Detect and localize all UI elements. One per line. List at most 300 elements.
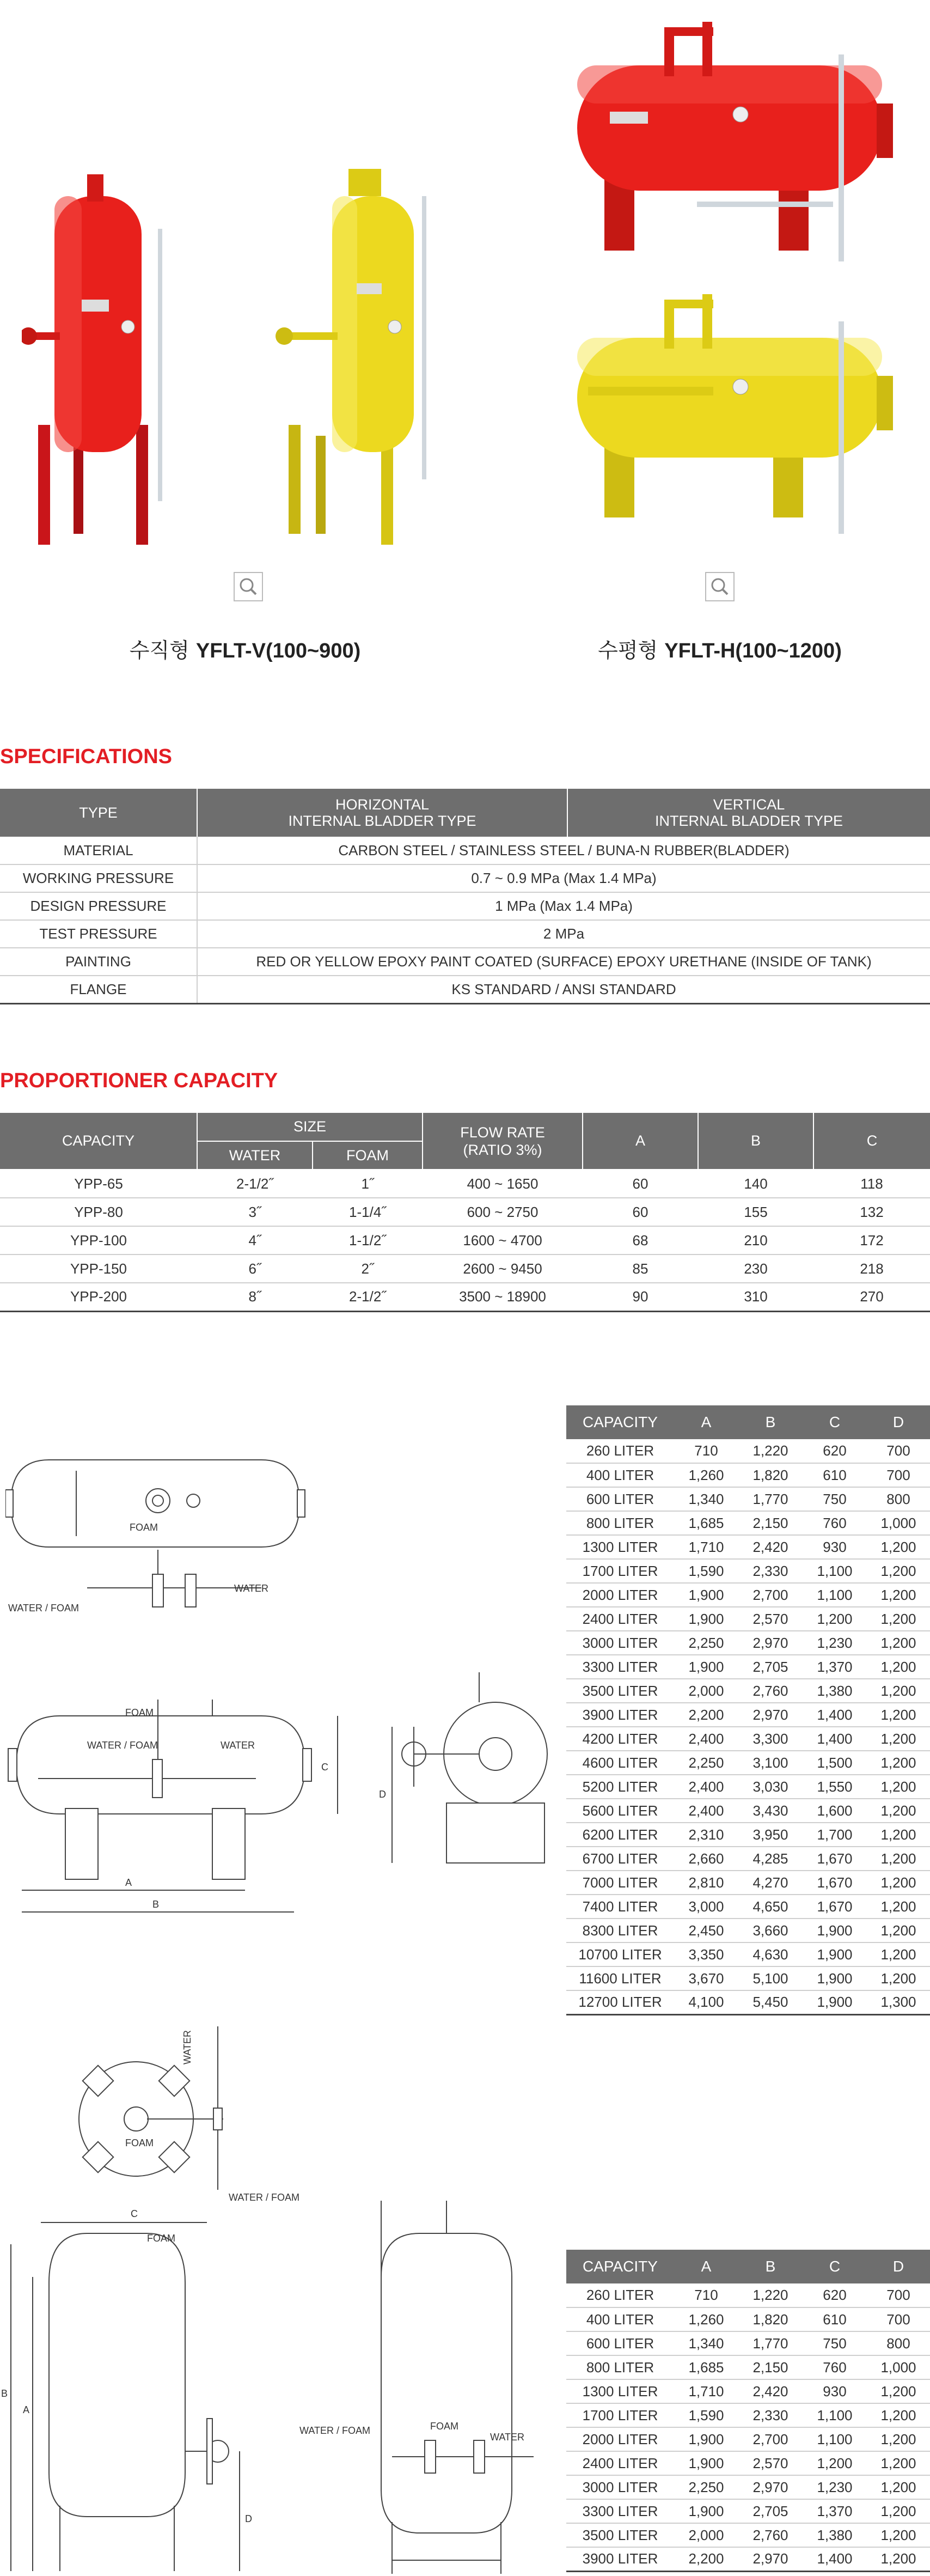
water-label: WATER [490, 2432, 524, 2443]
proportioner-cell-a: 60 [583, 1170, 698, 1198]
horizontal-dim-cell: 1,600 [803, 1799, 867, 1823]
vertical-dim-cell: 1,820 [738, 2307, 803, 2331]
proportioner-cell-flow: 400 ~ 1650 [423, 1170, 583, 1198]
foam-label: FOAM [130, 1522, 158, 1533]
vertical-dim-cell: 1,900 [674, 2427, 738, 2451]
vertical-dim-header-1: A [674, 2250, 738, 2283]
vertical-dim-header-3: C [803, 2250, 867, 2283]
spec-row [0, 864, 930, 892]
horizontal-dim-cell: 4,270 [738, 1871, 803, 1895]
horizontal-dim-cell: 1,200 [867, 1727, 930, 1751]
proportioner-cell-b: 210 [698, 1226, 813, 1254]
spec-label: FLANGE [0, 976, 197, 1003]
vertical-dim-cell: 2,150 [738, 2355, 803, 2379]
specifications-table [0, 789, 930, 1004]
horizontal-dim-cell: 1,200 [867, 1847, 930, 1871]
spec-label: MATERIAL [0, 837, 197, 864]
spec-label: PAINTING [0, 948, 197, 976]
proportioner-table [0, 1113, 930, 1312]
horizontal-dim-cell: 600 LITER [566, 1487, 674, 1511]
vertical-dim-cell: 1,900 [674, 2451, 738, 2475]
magnifier-icon[interactable] [234, 572, 263, 601]
horizontal-dim-cell: 5200 LITER [566, 1775, 674, 1799]
vertical-dim-cell: 800 [867, 2331, 930, 2355]
horizontal-dim-row [566, 1439, 930, 1463]
horizontal-dim-cell: 1,670 [803, 1895, 867, 1919]
horizontal-dim-cell: 2,400 [674, 1727, 738, 1751]
dim-d-label: D [379, 1789, 386, 1800]
horizontal-dim-cell: 1,200 [867, 1607, 930, 1631]
vertical-dim-cell: 2,700 [738, 2427, 803, 2451]
vertical-dim-cell: 2400 LITER [566, 2451, 674, 2475]
horizontal-dim-header-1: A [674, 1405, 738, 1439]
vertical-dim-row [566, 2307, 930, 2331]
horizontal-dim-cell: 620 [803, 1439, 867, 1463]
horizontal-dim-cell: 5600 LITER [566, 1799, 674, 1823]
horizontal-dim-cell: 2,150 [738, 1511, 803, 1535]
horizontal-dim-row [566, 1631, 930, 1655]
horizontal-dim-row [566, 1511, 930, 1535]
cap-header-foam: FOAM [313, 1141, 423, 1170]
vertical-dim-row [566, 2547, 930, 2571]
vertical-dim-cell: 2,420 [738, 2379, 803, 2403]
vertical-dim-cell: 2,330 [738, 2403, 803, 2427]
spec-label: WORKING PRESSURE [0, 864, 197, 892]
spec-label: DESIGN PRESSURE [0, 892, 197, 920]
horizontal-dim-cell: 2,000 [674, 1679, 738, 1703]
horizontal-dim-cell: 6200 LITER [566, 1823, 674, 1847]
horizontal-dim-cell: 700 [867, 1439, 930, 1463]
vertical-dim-row [566, 2427, 930, 2451]
horizontal-dim-row [566, 1919, 930, 1942]
spec-header-type: TYPE [0, 789, 197, 837]
horizontal-dim-header-0: CAPACITY [566, 1405, 674, 1439]
vertical-dim-cell: 2,705 [738, 2499, 803, 2523]
proportioner-cell-c: 218 [813, 1254, 930, 1283]
water-label: WATER [221, 1740, 255, 1751]
horizontal-dim-cell: 3000 LITER [566, 1631, 674, 1655]
horizontal-dim-cell: 3300 LITER [566, 1655, 674, 1679]
horizontal-dim-cell: 260 LITER [566, 1439, 674, 1463]
horizontal-dim-header-3: C [803, 1405, 867, 1439]
cap-header-capacity: CAPACITY [0, 1113, 197, 1170]
vertical-yellow-tank-image [272, 163, 436, 556]
horizontal-tank-side-view-drawing [370, 1661, 555, 1868]
vertical-dim-cell: 1,260 [674, 2307, 738, 2331]
vertical-dim-cell: 3900 LITER [566, 2547, 674, 2571]
horizontal-dim-cell: 710 [674, 1439, 738, 1463]
horizontal-dim-cell: 3,670 [674, 1966, 738, 1990]
horizontal-dim-cell: 750 [803, 1487, 867, 1511]
horizontal-dim-cell: 8300 LITER [566, 1919, 674, 1942]
vertical-dim-cell: 1,200 [867, 2379, 930, 2403]
horizontal-dim-cell: 1,100 [803, 1583, 867, 1607]
vertical-dim-cell: 1,220 [738, 2283, 803, 2307]
vertical-dim-cell: 800 LITER [566, 2355, 674, 2379]
horizontal-dim-cell: 1,200 [867, 1559, 930, 1583]
vertical-dim-cell: 1,590 [674, 2403, 738, 2427]
vertical-dim-cell: 260 LITER [566, 2283, 674, 2307]
horizontal-dim-cell: 1,200 [867, 1942, 930, 1966]
proportioner-cell-capacity: YPP-80 [0, 1198, 197, 1226]
vertical-dim-cell: 1,370 [803, 2499, 867, 2523]
horizontal-dim-cell: 1,900 [674, 1607, 738, 1631]
proportioner-cell-a: 85 [583, 1254, 698, 1283]
horizontal-dim-row [566, 1535, 930, 1559]
spec-row [0, 920, 930, 948]
horizontal-dim-cell: 3,100 [738, 1751, 803, 1775]
proportioner-cell-capacity: YPP-200 [0, 1283, 197, 1311]
proportioner-cell-c: 172 [813, 1226, 930, 1254]
water-foam-label: WATER / FOAM [87, 1740, 158, 1751]
horizontal-dim-cell: 1,700 [803, 1823, 867, 1847]
foam-label: FOAM [125, 2137, 154, 2148]
vertical-dim-row [566, 2499, 930, 2523]
horizontal-dim-cell: 2400 LITER [566, 1607, 674, 1631]
horizontal-dim-cell: 1,200 [867, 1655, 930, 1679]
horizontal-dim-cell: 1,710 [674, 1535, 738, 1559]
horizontal-dim-cell: 760 [803, 1511, 867, 1535]
horizontal-dim-cell: 1,500 [803, 1751, 867, 1775]
vertical-dim-cell: 2000 LITER [566, 2427, 674, 2451]
horizontal-dim-cell: 1,900 [674, 1655, 738, 1679]
horizontal-dim-cell: 1,200 [867, 1751, 930, 1775]
proportioner-row [0, 1170, 930, 1198]
vertical-dim-cell: 3000 LITER [566, 2475, 674, 2499]
proportioner-cell-capacity: YPP-150 [0, 1254, 197, 1283]
water-label: WATER [234, 1583, 268, 1594]
horizontal-dim-cell: 930 [803, 1535, 867, 1559]
spec-value: RED OR YELLOW EPOXY PAINT COATED (SURFACE) EPOXY URETHANE (INSIDE OF TANK) [197, 948, 930, 976]
horizontal-dim-cell: 2,310 [674, 1823, 738, 1847]
vertical-dim-cell: 1,200 [867, 2427, 930, 2451]
horizontal-dim-cell: 4600 LITER [566, 1751, 674, 1775]
caption-type: 수직형 [129, 640, 189, 662]
horizontal-dim-cell: 1,590 [674, 1559, 738, 1583]
cap-header-c: C [813, 1113, 930, 1170]
horizontal-dim-cell: 1,260 [674, 1463, 738, 1487]
caption-model: YFLT-V(100~900) [195, 640, 361, 662]
horizontal-dim-row [566, 1895, 930, 1919]
vertical-tank-front-view-drawing [0, 2201, 261, 2576]
horizontal-dim-cell: 3,300 [738, 1727, 803, 1751]
horizontal-dim-cell: 1,200 [867, 1679, 930, 1703]
horizontal-dim-cell: 1,220 [738, 1439, 803, 1463]
caption-model: YFLT-H(100~1200) [664, 640, 842, 662]
horizontal-dim-cell: 2,810 [674, 1871, 738, 1895]
horizontal-dim-cell: 5,100 [738, 1966, 803, 1990]
spec-row [0, 892, 930, 920]
horizontal-dim-cell: 1,900 [803, 1990, 867, 2014]
vertical-dim-cell: 1,200 [803, 2451, 867, 2475]
proportioner-cell-b: 155 [698, 1198, 813, 1226]
proportioner-cell-water: 2-1/2˝ [197, 1170, 313, 1198]
vertical-dim-cell: 2,570 [738, 2451, 803, 2475]
vertical-dim-cell: 1,200 [867, 2547, 930, 2571]
dim-c-label: C [321, 1762, 328, 1773]
horizontal-dim-cell: 1,000 [867, 1511, 930, 1535]
spec-header-horizontal: HORIZONTAL INTERNAL BLADDER TYPE [197, 789, 567, 837]
horizontal-dim-row [566, 1727, 930, 1751]
horizontal-dim-row [566, 1799, 930, 1823]
proportioner-cell-b: 310 [698, 1283, 813, 1311]
horizontal-red-tank-image [566, 22, 915, 267]
horizontal-dim-row [566, 1775, 930, 1799]
horizontal-dim-cell: 3,030 [738, 1775, 803, 1799]
horizontal-dim-cell: 1,820 [738, 1463, 803, 1487]
vertical-dim-cell: 600 LITER [566, 2331, 674, 2355]
proportioner-cell-foam: 2-1/2˝ [313, 1283, 423, 1311]
horizontal-dim-cell: 2,400 [674, 1775, 738, 1799]
vertical-red-tank-image [22, 163, 174, 556]
vertical-dim-header-4: D [867, 2250, 930, 2283]
dim-b-label: B [1, 2388, 8, 2399]
proportioner-cell-capacity: YPP-65 [0, 1170, 197, 1198]
horizontal-dim-cell: 1,900 [803, 1942, 867, 1966]
horizontal-dim-cell: 7000 LITER [566, 1871, 674, 1895]
vertical-product-caption [82, 634, 408, 663]
spec-row [0, 976, 930, 1003]
horizontal-dim-cell: 1,400 [803, 1703, 867, 1727]
proportioner-cell-water: 8˝ [197, 1283, 313, 1311]
horizontal-dim-cell: 1,900 [674, 1583, 738, 1607]
horizontal-dim-cell: 4,100 [674, 1990, 738, 2014]
vertical-dim-cell: 1,200 [867, 2523, 930, 2547]
spec-header-vertical: VERTICAL INTERNAL BLADDER TYPE [567, 789, 930, 837]
horizontal-dim-cell: 2,660 [674, 1847, 738, 1871]
proportioner-cell-a: 90 [583, 1283, 698, 1311]
dim-c-label: C [131, 2208, 138, 2219]
vertical-dim-cell: 1,100 [803, 2403, 867, 2427]
horizontal-dim-cell: 1,230 [803, 1631, 867, 1655]
spec-row [0, 948, 930, 976]
vertical-dim-cell: 1,230 [803, 2475, 867, 2499]
horizontal-dim-cell: 2,200 [674, 1703, 738, 1727]
vertical-dim-cell: 400 LITER [566, 2307, 674, 2331]
horizontal-dim-cell: 1,300 [867, 1990, 930, 2014]
horizontal-dim-cell: 1,200 [803, 1607, 867, 1631]
horizontal-dim-cell: 700 [867, 1463, 930, 1487]
horizontal-dim-cell: 2,450 [674, 1919, 738, 1942]
vertical-dim-cell: 1,200 [867, 2451, 930, 2475]
proportioner-cell-b: 230 [698, 1254, 813, 1283]
horizontal-dim-cell: 3,000 [674, 1895, 738, 1919]
water-foam-label: WATER / FOAM [229, 2192, 299, 2203]
horizontal-dim-cell: 3500 LITER [566, 1679, 674, 1703]
horizontal-dim-cell: 12700 LITER [566, 1990, 674, 2014]
horizontal-dim-cell: 4,285 [738, 1847, 803, 1871]
horizontal-dim-cell: 800 [867, 1487, 930, 1511]
vertical-dim-row [566, 2379, 930, 2403]
vertical-dim-cell: 1,100 [803, 2427, 867, 2451]
spec-row [0, 837, 930, 864]
horizontal-dim-cell: 800 LITER [566, 1511, 674, 1535]
horizontal-tank-top-view-drawing [5, 1449, 316, 1623]
vertical-dim-cell: 1700 LITER [566, 2403, 674, 2427]
horizontal-dim-cell: 2,760 [738, 1679, 803, 1703]
horizontal-dim-row [566, 1559, 930, 1583]
horizontal-dim-row [566, 1871, 930, 1895]
vertical-dim-cell: 750 [803, 2331, 867, 2355]
proportioner-cell-c: 118 [813, 1170, 930, 1198]
vertical-dim-header-2: B [738, 2250, 803, 2283]
horizontal-dim-row [566, 1966, 930, 1990]
spec-value: 0.7 ~ 0.9 MPa (Max 1.4 MPa) [197, 864, 930, 892]
horizontal-dim-cell: 2,330 [738, 1559, 803, 1583]
horizontal-dim-cell: 1,200 [867, 1799, 930, 1823]
horizontal-dim-cell: 1,670 [803, 1847, 867, 1871]
proportioner-title: PROPORTIONER CAPACITY [0, 1069, 278, 1092]
horizontal-dim-cell: 1,200 [867, 1895, 930, 1919]
magnifier-icon[interactable] [705, 572, 735, 601]
horizontal-dim-cell: 1,200 [867, 1919, 930, 1942]
proportioner-cell-capacity: YPP-100 [0, 1226, 197, 1254]
vertical-dim-cell: 1,000 [867, 2355, 930, 2379]
horizontal-dim-cell: 1,370 [803, 1655, 867, 1679]
spec-value: 2 MPa [197, 920, 930, 948]
horizontal-dim-row [566, 1607, 930, 1631]
proportioner-cell-water: 6˝ [197, 1254, 313, 1283]
horizontal-dim-cell: 1,340 [674, 1487, 738, 1511]
horizontal-dim-cell: 2000 LITER [566, 1583, 674, 1607]
vertical-dim-cell: 2,760 [738, 2523, 803, 2547]
vertical-dim-cell: 1,400 [803, 2547, 867, 2571]
vertical-dim-cell: 710 [674, 2283, 738, 2307]
horizontal-dim-cell: 2,420 [738, 1535, 803, 1559]
horizontal-dim-cell: 2,970 [738, 1631, 803, 1655]
vertical-dim-cell: 700 [867, 2283, 930, 2307]
dim-d-label: D [245, 2513, 252, 2524]
horizontal-dim-cell: 7400 LITER [566, 1895, 674, 1919]
horizontal-dim-cell: 1,685 [674, 1511, 738, 1535]
horizontal-dim-cell: 6700 LITER [566, 1847, 674, 1871]
proportioner-cell-flow: 2600 ~ 9450 [423, 1254, 583, 1283]
cap-header-water: WATER [197, 1141, 313, 1170]
foam-label: FOAM [430, 2421, 458, 2432]
horizontal-yellow-tank-image [566, 294, 915, 539]
vertical-dim-cell: 700 [867, 2307, 930, 2331]
horizontal-dim-cell: 1700 LITER [566, 1559, 674, 1583]
vertical-dim-cell: 1,685 [674, 2355, 738, 2379]
horizontal-dim-cell: 2,400 [674, 1799, 738, 1823]
proportioner-row [0, 1226, 930, 1254]
horizontal-dim-row [566, 1583, 930, 1607]
horizontal-dim-cell: 1300 LITER [566, 1535, 674, 1559]
horizontal-dim-cell: 3,950 [738, 1823, 803, 1847]
horizontal-dim-cell: 2,250 [674, 1751, 738, 1775]
vertical-dim-cell: 1,380 [803, 2523, 867, 2547]
horizontal-dim-cell: 1,200 [867, 1583, 930, 1607]
proportioner-cell-foam: 1-1/2˝ [313, 1226, 423, 1254]
horizontal-dim-cell: 10700 LITER [566, 1942, 674, 1966]
horizontal-dim-cell: 1,200 [867, 1823, 930, 1847]
horizontal-dim-cell: 1,670 [803, 1871, 867, 1895]
horizontal-dim-cell: 1,100 [803, 1559, 867, 1583]
horizontal-dim-cell: 1,380 [803, 1679, 867, 1703]
vertical-dim-cell: 1,710 [674, 2379, 738, 2403]
horizontal-product-caption [556, 634, 883, 663]
vertical-dim-cell: 2,000 [674, 2523, 738, 2547]
proportioner-cell-flow: 3500 ~ 18900 [423, 1283, 583, 1311]
horizontal-dim-cell: 3,660 [738, 1919, 803, 1942]
spec-value: 1 MPa (Max 1.4 MPa) [197, 892, 930, 920]
horizontal-dim-cell: 2,700 [738, 1583, 803, 1607]
horizontal-dim-row [566, 1655, 930, 1679]
horizontal-dim-cell: 1,200 [867, 1703, 930, 1727]
vertical-dim-cell: 1,200 [867, 2499, 930, 2523]
vertical-dim-cell: 620 [803, 2283, 867, 2307]
vertical-dim-cell: 1,200 [867, 2403, 930, 2427]
horizontal-dimensions-table [566, 1405, 930, 2015]
caption-type: 수평형 [598, 640, 658, 662]
vertical-dim-cell: 1,900 [674, 2499, 738, 2523]
vertical-tank-top-view-drawing [71, 2015, 321, 2222]
cap-header-flow: FLOW RATE (RATIO 3%) [423, 1113, 583, 1170]
horizontal-dim-row [566, 1942, 930, 1966]
vertical-dim-row [566, 2331, 930, 2355]
foam-label: FOAM [147, 2233, 175, 2244]
proportioner-cell-foam: 1-1/4˝ [313, 1198, 423, 1226]
horizontal-dim-cell: 11600 LITER [566, 1966, 674, 1990]
proportioner-cell-b: 140 [698, 1170, 813, 1198]
proportioner-cell-c: 132 [813, 1198, 930, 1226]
horizontal-dim-cell: 1,200 [867, 1775, 930, 1799]
horizontal-dim-cell: 1,200 [867, 1966, 930, 1990]
spec-value: CARBON STEEL / STAINLESS STEEL / BUNA-N RUBBER(BLADDER) [197, 837, 930, 864]
horizontal-dim-cell: 1,200 [867, 1535, 930, 1559]
vertical-tank-side-view-drawing [294, 2184, 550, 2576]
horizontal-dim-row [566, 1823, 930, 1847]
dim-b-label: B [152, 1899, 160, 1910]
vertical-dim-cell: 2,250 [674, 2475, 738, 2499]
horizontal-dim-cell: 2,570 [738, 1607, 803, 1631]
horizontal-dim-cell: 1,200 [867, 1631, 930, 1655]
horizontal-dim-cell: 2,705 [738, 1655, 803, 1679]
vertical-dim-cell: 2,970 [738, 2547, 803, 2571]
proportioner-row [0, 1283, 930, 1311]
dim-a-label: A [23, 2404, 30, 2415]
dim-a-label: A [125, 1877, 132, 1888]
horizontal-dim-cell: 1,770 [738, 1487, 803, 1511]
vertical-dim-row [566, 2283, 930, 2307]
horizontal-dim-cell: 1,400 [803, 1727, 867, 1751]
vertical-dim-row [566, 2403, 930, 2427]
cap-header-b: B [698, 1113, 813, 1170]
vertical-dim-cell: 3500 LITER [566, 2523, 674, 2547]
vertical-dim-row [566, 2451, 930, 2475]
horizontal-dim-row [566, 1847, 930, 1871]
vertical-dim-cell: 760 [803, 2355, 867, 2379]
horizontal-dim-cell: 2,250 [674, 1631, 738, 1655]
proportioner-row [0, 1198, 930, 1226]
proportioner-cell-flow: 1600 ~ 4700 [423, 1226, 583, 1254]
specifications-title: SPECIFICATIONS [0, 745, 172, 768]
horizontal-dim-row [566, 1751, 930, 1775]
proportioner-cell-water: 4˝ [197, 1226, 313, 1254]
horizontal-dim-cell: 1,900 [803, 1966, 867, 1990]
horizontal-dim-cell: 3900 LITER [566, 1703, 674, 1727]
vertical-dim-cell: 930 [803, 2379, 867, 2403]
vertical-dim-cell: 1,200 [867, 2475, 930, 2499]
horizontal-dim-header-4: D [867, 1405, 930, 1439]
proportioner-row [0, 1254, 930, 1283]
water-label: WATER [182, 2030, 193, 2065]
water-foam-label: WATER / FOAM [299, 2425, 370, 2436]
proportioner-cell-c: 270 [813, 1283, 930, 1311]
water-foam-label: WATER / FOAM [8, 1603, 79, 1613]
horizontal-dim-cell: 1,200 [867, 1871, 930, 1895]
proportioner-cell-foam: 1˝ [313, 1170, 423, 1198]
